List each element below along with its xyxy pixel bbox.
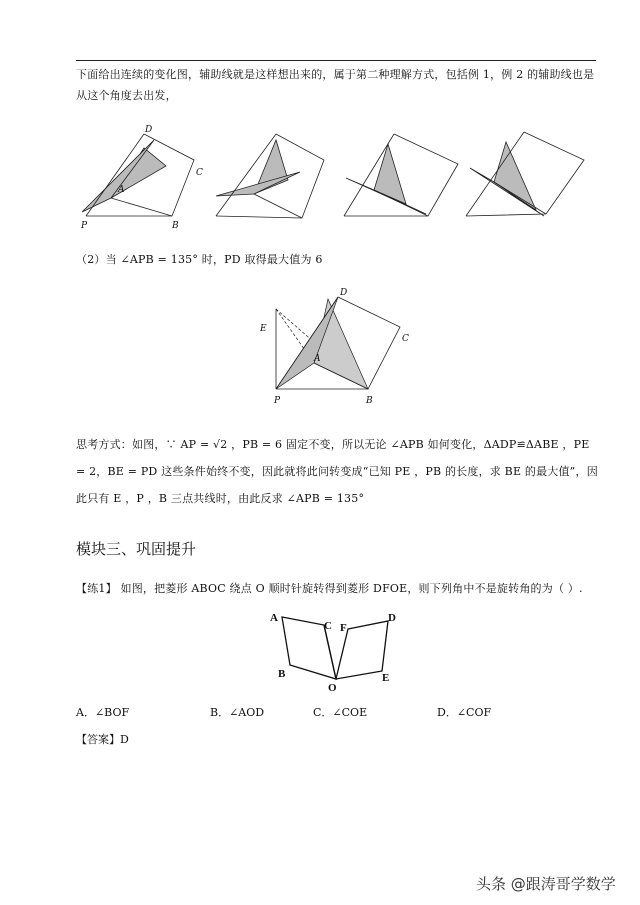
option-d[interactable]: D．∠COF — [437, 706, 492, 719]
module-heading: 模块三、巩固提升 — [76, 540, 197, 558]
part2-statement: （2）当 ∠APB = 135° 时，PD 取得最大值为 6 — [76, 253, 323, 266]
sequence-panel-4 — [466, 132, 584, 216]
exercise-figure — [266, 607, 406, 697]
exercise-label-a: A — [270, 612, 278, 624]
header-rule — [76, 60, 596, 61]
thinking-paragraph: 思考方式：如图，∵ AP = √2 ，PB = 6 固定不变，所以无论 ∠APB 如何变化，ΔADP≌ΔABE ，PE = 2，BE = PD 这些条件始终不变，因此就将此问转变成“已知 PE ，PB 的长度，求 BE 的最大值”，因此只有 E ，P ，B 三点共线时，由此反求 ∠APB = 135° — [76, 438, 598, 505]
figure2-label-a: A — [314, 354, 321, 364]
intro-paragraph: 下面给出连续的变化图，辅助线就是这样想出来的，属于第二种理解方式，包括例 1，例 2 的辅助线也是从这个角度去出发， — [76, 68, 595, 102]
exercise-label-e: E — [382, 672, 390, 684]
sequence-label-p: P — [81, 221, 88, 231]
exercise-label-f: F — [340, 622, 347, 634]
figure2-label-d: D — [340, 288, 348, 298]
sequence-label-d: D — [145, 125, 153, 135]
exercise-label-o: O — [328, 682, 337, 694]
exercise-label-d: D — [388, 612, 396, 624]
sequence-label-c: C — [196, 168, 203, 178]
figure2-label-b: B — [366, 396, 373, 406]
figure2-label-p: P — [274, 396, 281, 406]
figure2-label-e: E — [260, 324, 267, 334]
watermark: 头条 @跟涛哥学数学 — [476, 875, 616, 893]
exercise-label-b: B — [278, 668, 286, 680]
sequence-panel-2 — [216, 134, 324, 218]
rotation-sequence-figure — [76, 120, 586, 232]
sequence-panel-1 — [80, 125, 203, 231]
option-c[interactable]: C．∠COE — [313, 706, 368, 719]
option-b[interactable]: B．∠AOD — [210, 706, 265, 719]
option-a[interactable]: A．∠BOF — [76, 706, 130, 719]
exercise-label-c: C — [324, 620, 332, 632]
sequence-panel-3 — [344, 134, 458, 216]
sequence-label-b: B — [172, 221, 179, 231]
figure-2 — [254, 285, 424, 410]
exercise-statement: 【练1】 如图，把菱形 ABOC 绕点 O 顺时针旋转得到菱形 DFOE，则下列角中不是旋转角的为（ ）. — [76, 582, 583, 595]
answer-line: 【答案】D — [76, 733, 129, 746]
figure2-label-c: C — [402, 334, 409, 344]
sequence-label-a: A — [118, 185, 125, 195]
